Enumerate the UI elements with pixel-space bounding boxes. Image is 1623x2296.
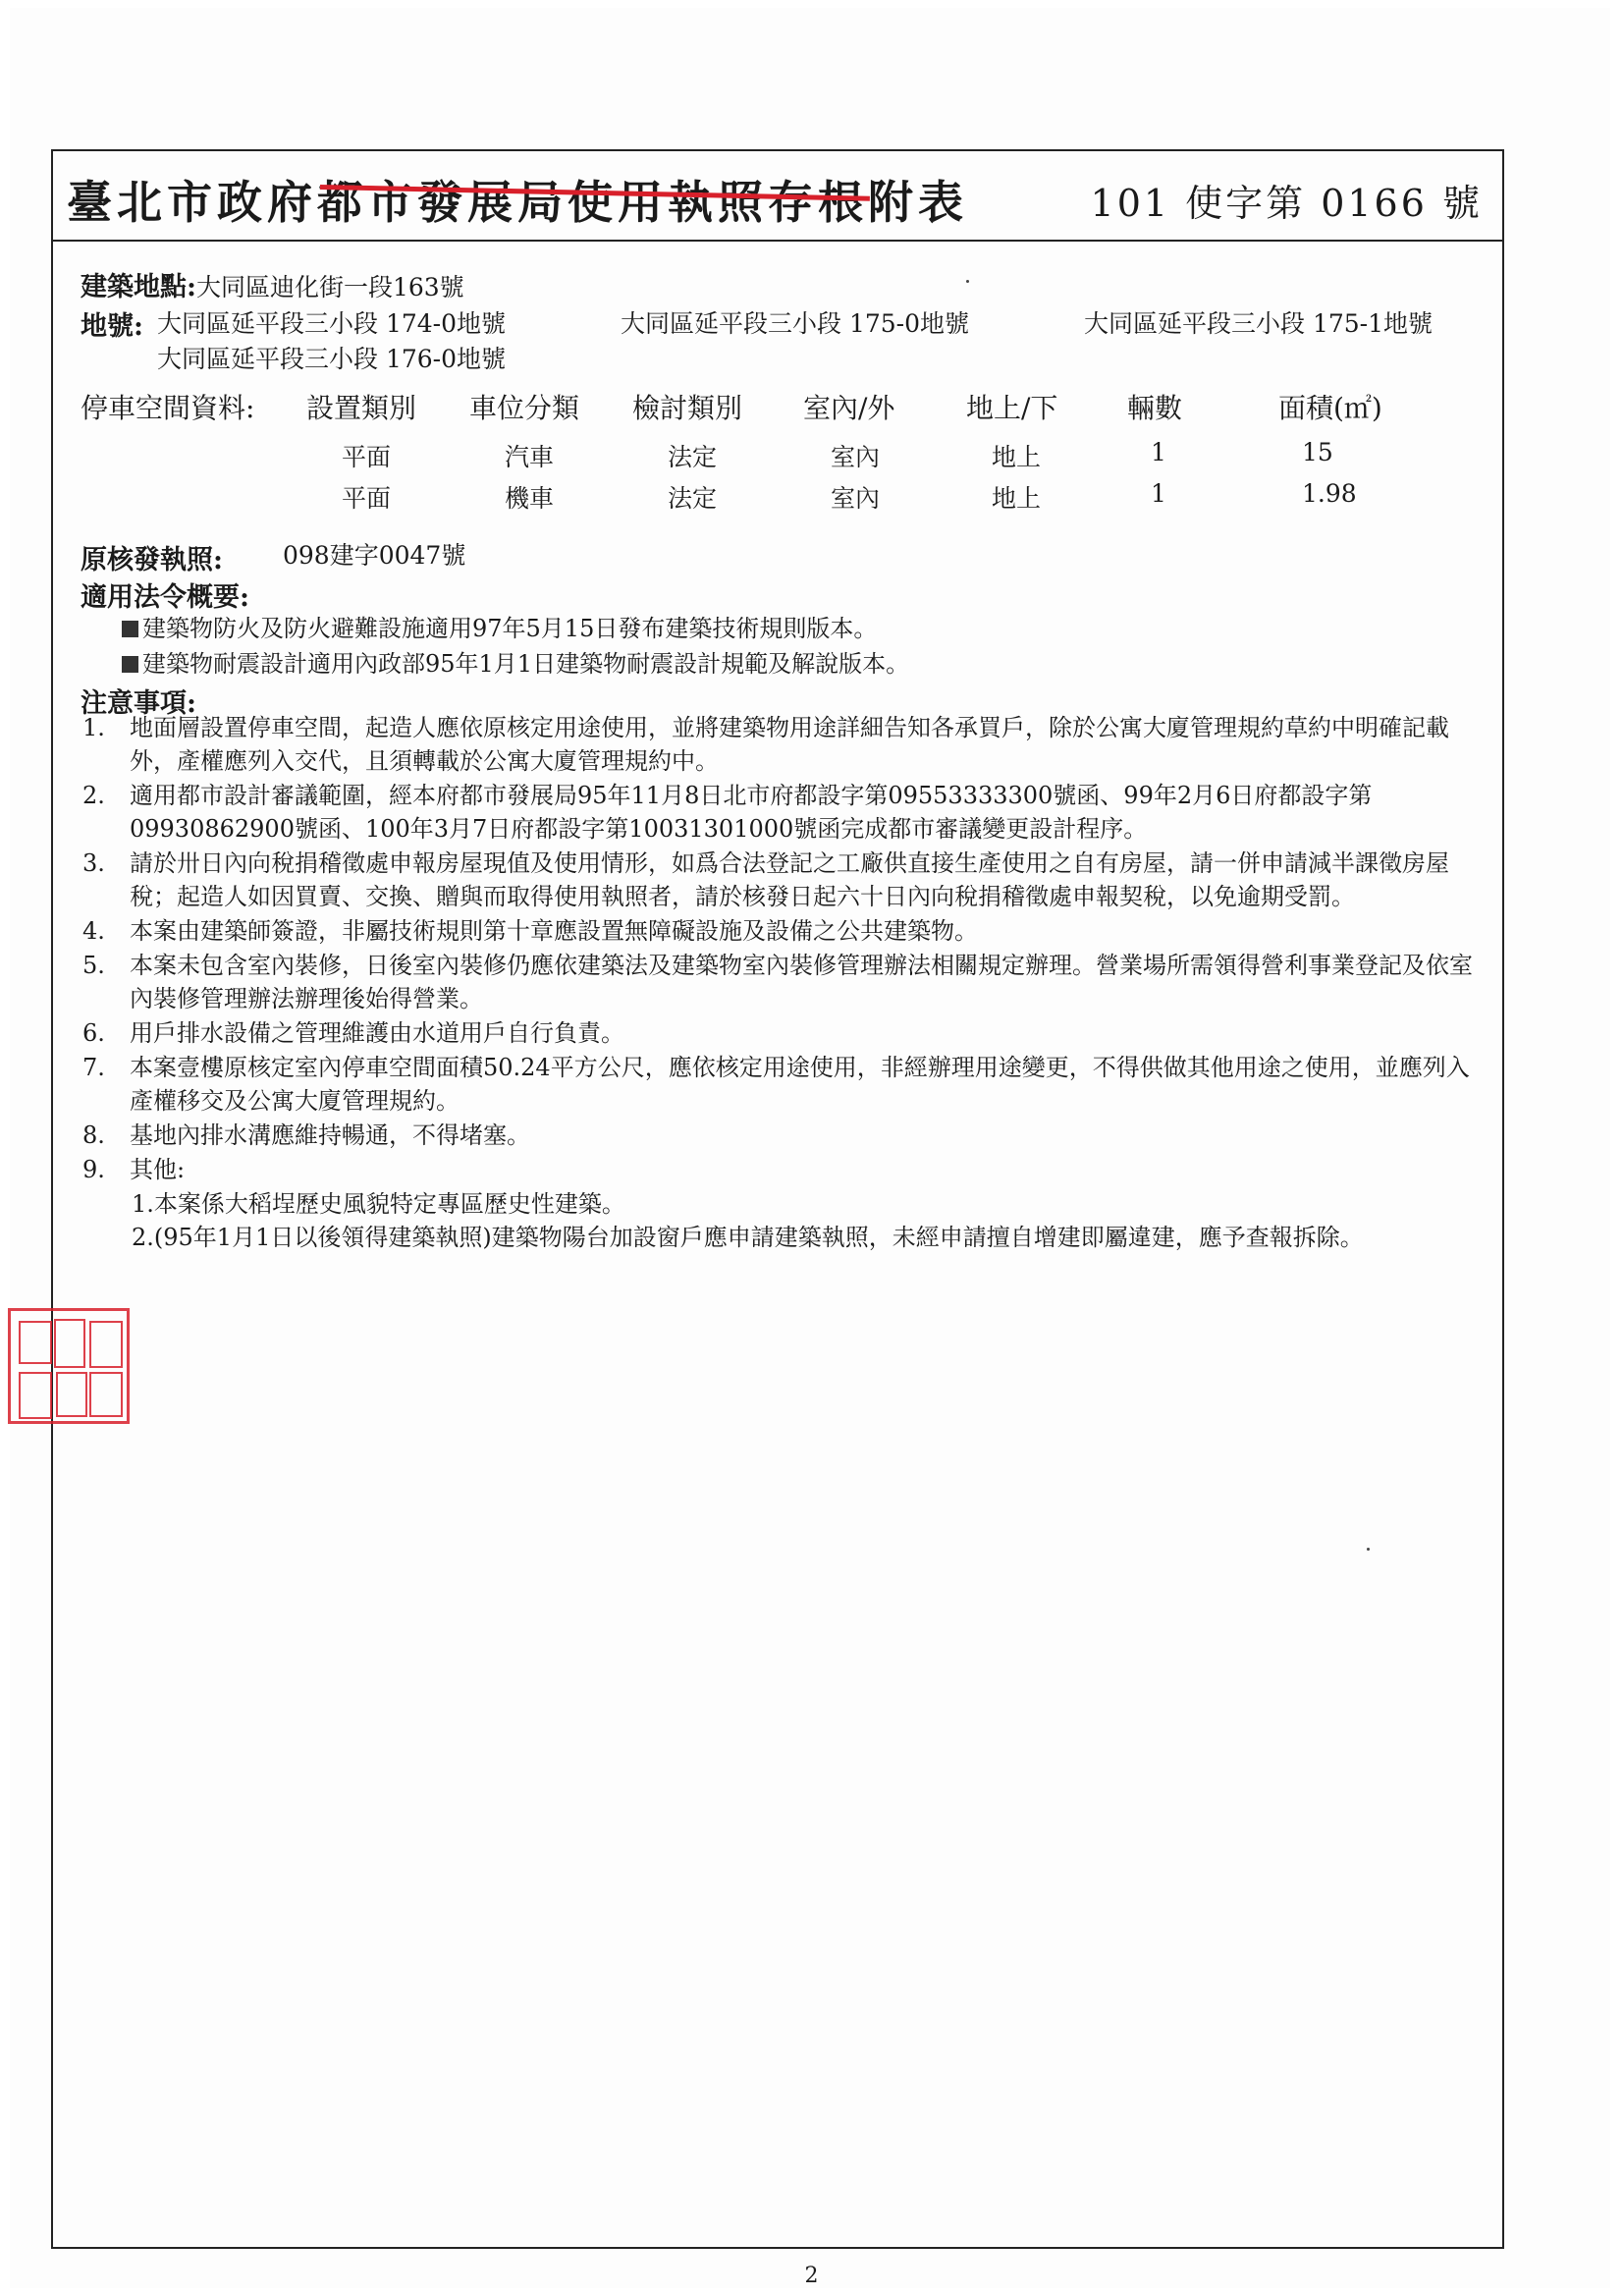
note-item: 9. 其他: [82, 1156, 186, 1183]
parking-cell: 1 [1151, 438, 1166, 466]
permit-number: 101 使字第 0166 號 [1090, 182, 1483, 225]
note-item: 6. 用戶排水設備之管理維護由水道用戶自行負責。 [82, 1019, 624, 1047]
title-row [53, 151, 1502, 242]
red-seal-stamp [8, 1308, 130, 1424]
parking-cell: 15 [1302, 438, 1333, 466]
bullet-square-icon [122, 656, 138, 673]
parking-cell: 1.98 [1302, 479, 1357, 508]
note-item: 1. 地面層設置停車空間，起造人應依原核定用途使用，並將建築物用途詳細告知各承買戶，除於公寓大廈管理規約草約中明確記載外，產權應列入交代，且須轉載於公寓大廈管理規約中。 [82, 714, 1449, 775]
parking-label: 停車空間資料: [81, 392, 255, 424]
note-item: 2. 適用都市設計審議範圍，經本府都市發展局95年11月8日北市府都設字第09553333300號函、99年2月6日府都設字第09930862900號函、100年3月7日府都設字第10031301000號函完成都市審議變更設計程序。 [82, 782, 1373, 843]
parking-cell: 室內 [831, 484, 881, 513]
parking-cell: 汽車 [505, 443, 555, 471]
regulations-label: 適用法令概要: [81, 582, 249, 613]
regulation-item: 建築物防火及防火避難設施適用97年5月15日發布建築技術規則版本。 [122, 609, 877, 643]
document-title: 臺北市政府都市發展局使用執照存根附表 [67, 176, 968, 229]
lot-value-2: 大同區延平段三小段 175-0地號 [621, 309, 970, 338]
parking-cell: 地上 [992, 484, 1042, 513]
parking-header: 檢討類別 [632, 392, 743, 424]
notes-label: 注意事項: [81, 688, 196, 719]
document-frame [51, 149, 1504, 2249]
original-permit-line [81, 538, 223, 576]
parking-cell: 平面 [342, 443, 392, 471]
note-item: 5. 本案未包含室內裝修，日後室內裝修仍應依建築法及建築物室內裝修管理辦法相關規定辦理。營業場所需領得營利事業登記及依室內裝修管理辦法辦理後始得營業。 [82, 952, 1473, 1012]
lot-label: 地號: [81, 311, 143, 342]
parking-header: 室內/外 [803, 392, 895, 424]
note-item: 3. 請於卅日內向稅捐稽徵處申報房屋現值及使用情形，如爲合法登記之工廠供直接生產使用之自有房屋，請一併申請減半課徵房屋稅；起造人如因買賣、交換、贈與而取得使用執照者，請於核發日起六十日內向稅捐稽徵處申報契稅，以免逾期受罰。 [82, 849, 1449, 910]
page-number: 2 [804, 2264, 819, 2288]
parking-cell: 平面 [342, 484, 392, 513]
regulation-item: 建築物耐震設計適用內政部95年1月1日建築物耐震設計規範及解說版本。 [122, 644, 909, 679]
lot-value-3: 大同區延平段三小段 175-1地號 [1084, 309, 1434, 338]
parking-cell: 法定 [668, 443, 718, 471]
note-sub-item: 1.本案係大稻埕歷史風貌特定專區歷史性建築。 [132, 1190, 625, 1218]
parking-header: 面積(㎡) [1278, 392, 1382, 424]
address-line [81, 265, 464, 303]
parking-header: 地上/下 [966, 392, 1058, 424]
parking-cell: 地上 [992, 443, 1042, 471]
parking-header: 設置類別 [306, 392, 417, 424]
address-label: 建築地點: [81, 272, 196, 302]
original-permit-value: 098建字0047號 [283, 541, 466, 570]
notes-list [82, 711, 1492, 1254]
bullet-square-icon [122, 621, 138, 637]
scan-speck [1367, 1548, 1370, 1551]
address-value: 大同區迪化街一段163號 [195, 273, 464, 301]
parking-header: 輛數 [1127, 392, 1183, 424]
original-permit-label: 原核發執照: [81, 545, 223, 575]
lot-value-4: 大同區延平段三小段 176-0地號 [157, 345, 507, 373]
parking-cell: 機車 [505, 484, 555, 513]
scan-speck [966, 280, 969, 283]
note-item: 4. 本案由建築師簽證，非屬技術規則第十章應設置無障礙設施及設備之公共建築物。 [82, 917, 978, 945]
parking-header: 車位分類 [469, 392, 580, 424]
note-sub-item: 2.(95年1月1日以後領得建築執照)建築物陽台加設窗戶應申請建築執照，未經申請擅自增建即屬違建，應予查報拆除。 [132, 1224, 1364, 1251]
lot-value-1: 大同區延平段三小段 174-0地號 [157, 309, 507, 338]
parking-cell: 1 [1151, 479, 1166, 508]
note-item: 7. 本案壹樓原核定室內停車空間面積50.24平方公尺，應依核定用途使用，非經辦理用途變更，不得供做其他用途之使用，並應列入產權移交及公寓大廈管理規約。 [82, 1054, 1470, 1115]
note-item: 8. 基地內排水溝應維持暢通，不得堵塞。 [82, 1121, 530, 1149]
parking-cell: 法定 [668, 484, 718, 513]
lot-line [81, 304, 143, 343]
parking-cell: 室內 [831, 443, 881, 471]
